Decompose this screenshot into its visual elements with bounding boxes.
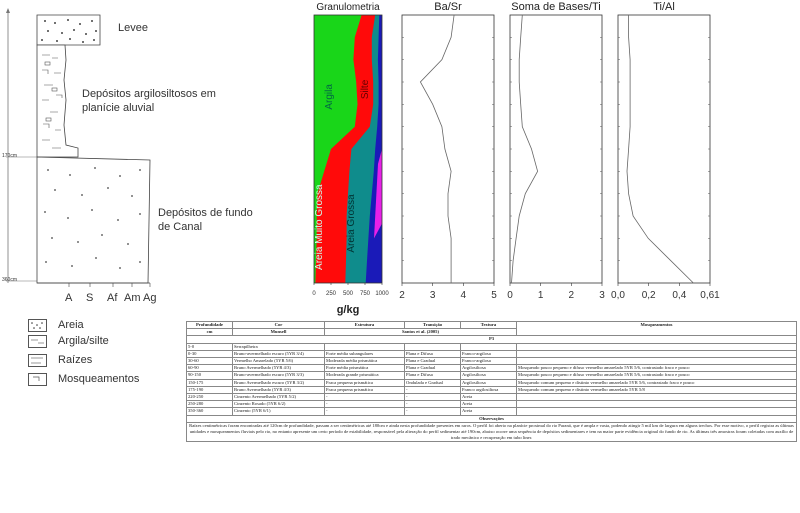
cell-mosqueamentos — [517, 394, 797, 401]
soil-description-table — [186, 321, 797, 442]
table-row — [187, 386, 797, 393]
cell-cor: Cinzento Avermelhado (5YR 5/2) — [233, 394, 325, 401]
cell-transicao: Plana e Gradual — [405, 358, 461, 365]
table-row — [187, 358, 797, 365]
cell-transicao: - — [405, 408, 461, 415]
cell-mosqueamentos — [517, 358, 797, 365]
depth-mark-170: 170cm — [2, 153, 18, 159]
table-row — [187, 408, 797, 415]
cell-textura: Argilosiltosa — [461, 372, 517, 379]
chart-xtick-label: 3 — [429, 290, 436, 301]
cell-mosqueamentos — [517, 408, 797, 415]
granulometria-xlabel: g/kg — [336, 304, 360, 316]
cell-profundidade: 5-0 — [187, 343, 233, 350]
header-textura: Textura — [461, 322, 517, 329]
grain-axis-am: Am — [124, 292, 141, 304]
cell-mosqueamentos: Mosqueado comum pequeno e distinto vermelho amarelado 5YR 5/8 — [517, 386, 797, 393]
subheader-cm: cm — [187, 329, 233, 336]
cell-cor: Cinzento (5YR 6/1) — [233, 408, 325, 415]
legend-label-areia: Areia — [58, 319, 84, 331]
cell-estrutura: Fraca pequena prismática — [325, 379, 405, 386]
annotation-areia-grossa: Areia Grossa — [346, 194, 357, 253]
cell-profundidade: 175-190 — [187, 386, 233, 393]
cell-mosqueamentos: Mosqueado comum pequeno e distinto vermelho amarelado 5YR 5/6, contrastado fraco e pouco — [517, 379, 797, 386]
cell-textura: Argilosiltosa — [461, 365, 517, 372]
table-row — [187, 372, 797, 379]
chart-xtick-label: 0,0 — [611, 290, 625, 301]
cell-estrutura: - — [325, 401, 405, 408]
chart-xtick-label: 2 — [399, 290, 405, 301]
annotation-areia-muito-grossa: Areia Muito Grossa — [314, 184, 325, 270]
cell-textura: Areia — [461, 394, 517, 401]
cell-transicao: Plana e Difusa — [405, 372, 461, 379]
chart-title-2: Soma de Bases/Ti — [511, 1, 601, 13]
cell-estrutura: Fraca pequena prismática — [325, 386, 405, 393]
cell-profundidade: 250-280 — [187, 401, 233, 408]
table-row — [187, 343, 797, 350]
unit-label-argilosiltosos-2: planície aluvial — [82, 102, 155, 114]
grain-axis-a: A — [65, 292, 73, 304]
cell-transicao — [405, 343, 461, 350]
cell-profundidade: 350-360 — [187, 408, 233, 415]
cell-mosqueamentos — [517, 401, 797, 408]
cell-transicao: - — [405, 386, 461, 393]
cell-estrutura: Forte média prismática — [325, 365, 405, 372]
chart-title-3: Ti/Al — [653, 1, 675, 13]
chart-xtick-label: 1 — [537, 290, 544, 301]
granulometria-title: Granulometria — [316, 2, 380, 13]
cell-cor: Bruno Avermelhado (5YR 4/3) — [233, 365, 325, 372]
cell-estrutura: - — [325, 394, 405, 401]
cell-textura — [461, 343, 517, 350]
cell-cor: Bruno-avermelhado escuro (5YR 3/3) — [233, 372, 325, 379]
cell-textura: Argilosiltosa — [461, 379, 517, 386]
subheader-santos: Santos et al. (2005) — [325, 329, 517, 336]
table-row — [187, 401, 797, 408]
table-row — [187, 350, 797, 357]
chart-frame-1 — [402, 15, 494, 283]
dotted-pattern-icon — [28, 319, 47, 332]
cell-cor: Bruno-avermelhado escuro (5YR 3/4) — [233, 350, 325, 357]
table-row — [187, 365, 797, 372]
granulometria-tick-label: 250 — [325, 291, 337, 297]
header-mosqueamentos: Mosqueamentos — [517, 322, 797, 336]
table-row — [187, 394, 797, 401]
cell-textura: Areia — [461, 401, 517, 408]
depth-mark-360: 360cm — [2, 277, 18, 283]
chart-title-1: Ba/Sr — [434, 1, 462, 13]
cell-estrutura — [325, 343, 405, 350]
cell-estrutura: - — [325, 408, 405, 415]
cell-transicao: - — [405, 401, 461, 408]
chart-xtick-label: 2 — [568, 290, 575, 301]
cell-mosqueamentos: Mosqueado pouco pequeno e difuso vermelho amarelado 5YR 5/6, contrastado fraco e pouco — [517, 365, 797, 372]
cell-profundidade: 0-30 — [187, 350, 233, 357]
cell-transicao: Ondulada e Gradual — [405, 379, 461, 386]
unit-label-levee: Levee — [118, 22, 148, 34]
roots-pattern-icon — [28, 354, 47, 367]
unit-label-fundo-2: de Canal — [158, 221, 203, 233]
geochemical-charts — [300, 0, 800, 318]
cell-estrutura: Forte média subangulares — [325, 350, 405, 357]
profile-id: P3 — [187, 336, 797, 343]
header-transicao: Transição — [405, 322, 461, 329]
obs-text: Raízes centimétricas foram encontradas até 120cm de profundidade, passam a ser centimétricas até 180cm e ainda nesta profundidade presentes em raros. O perfil foi aberto na planície proximal do rio Paraná, que é ampla e vasta, podendo atingir 5 mil km de largura em alguns trechos. Por esse motivo, o perfil registra as últimas unidades e mosqueamentos fluviais pelo rio, no entanto apresente um certo período de estabilidade, responsável pela alteração do perfil sedimentar até 190cm, abaixo ocorre uma sequência de depósitos sedimentares e tem na maior parte evidência original do fundo de rio. As últimas três amostras foram coletadas com auxílio de trado mecânico e recuperação em tubo liner. — [187, 422, 797, 441]
cell-profundidade: 150-175 — [187, 379, 233, 386]
chart-frame-3 — [618, 15, 710, 283]
cell-textura: Franco-argilosa — [461, 350, 517, 357]
cell-textura: Franco-argilosa — [461, 358, 517, 365]
granulometria-tick-label: 750 — [359, 291, 371, 297]
stratigraphic-profile — [0, 0, 185, 310]
cell-estrutura: Moderada média prismática — [325, 358, 405, 365]
subheader-munsell: Munsell — [233, 329, 325, 336]
mottling-pattern-icon — [28, 373, 47, 386]
cell-transicao: - — [405, 394, 461, 401]
legend-label-argila-silte: Argila/silte — [58, 335, 109, 347]
cell-transicao: Plana e Difusa — [405, 350, 461, 357]
cell-mosqueamentos: Mosqueado pouco pequeno e difuso vermelho amarelado 5YR 5/6, contrastado fraco e pouco — [517, 372, 797, 379]
table-obs-title-row — [187, 415, 797, 422]
chart-xtick-label: 0 — [507, 290, 513, 301]
cell-profundidade: 90-150 — [187, 372, 233, 379]
cell-cor: Vermelho Amarelado (5YR 5/6) — [233, 358, 325, 365]
cell-cor: Serrapilheira — [233, 343, 325, 350]
cell-profundidade: 60-90 — [187, 365, 233, 372]
chart-xtick-label: 0,61 — [700, 290, 720, 301]
chart-xtick-label: 0,2 — [641, 290, 656, 301]
grain-axis-af: Af — [107, 292, 118, 304]
unit-label-argilosiltosos-1: Depósitos argilosiltosos em — [82, 88, 216, 100]
cell-estrutura: Moderada grande prismática — [325, 372, 405, 379]
grain-axis-s: S — [86, 292, 94, 304]
chart-xtick-label: 5 — [491, 290, 497, 301]
cell-mosqueamentos — [517, 350, 797, 357]
cell-textura: Areia — [461, 408, 517, 415]
chart-xtick-label: 4 — [460, 290, 467, 301]
header-estrutura: Estrutura — [325, 322, 405, 329]
cell-cor: Bruno Avermelhado (5YR 4/3) — [233, 386, 325, 393]
granulometria-tick-label: 0 — [312, 291, 316, 297]
cell-mosqueamentos — [517, 343, 797, 350]
unit-label-fundo-1: Depósitos de fundo — [158, 207, 253, 219]
chart-xtick-label: 3 — [599, 290, 605, 301]
cell-profundidade: 220-250 — [187, 394, 233, 401]
legend-label-mosqueamentos: Mosqueamentos — [58, 373, 140, 385]
chart-frame-2 — [510, 15, 602, 283]
chart-xtick-label: 0,4 — [672, 290, 687, 301]
clay-silt-pattern-icon — [28, 335, 47, 348]
annotation-silte: Silte — [360, 79, 371, 100]
table-profile-row — [187, 336, 797, 343]
obs-title: Observações — [187, 415, 797, 422]
cell-transicao: Plana e Gradual — [405, 365, 461, 372]
grain-axis-ag: Ag — [143, 292, 157, 304]
granulometria-tick-label: 1000 — [375, 291, 389, 297]
cell-cor: Bruno Avermelhado escuro (5YR 3/2) — [233, 379, 325, 386]
header-profundidade: Profundidade — [187, 322, 233, 329]
header-cor: Cor — [233, 322, 325, 329]
table-row — [187, 379, 797, 386]
table-obs-text-row — [187, 422, 797, 441]
legend-label-raizes: Raízes — [58, 354, 93, 366]
cell-textura: Franco argilosiltosa — [461, 386, 517, 393]
cell-profundidade: 30-60 — [187, 358, 233, 365]
table-header-row — [187, 322, 797, 329]
annotation-argila: Argila — [324, 84, 335, 110]
granulometria-tick-label: 500 — [342, 291, 354, 297]
cell-cor: Cinzento Rosado (5YR 6/2) — [233, 401, 325, 408]
